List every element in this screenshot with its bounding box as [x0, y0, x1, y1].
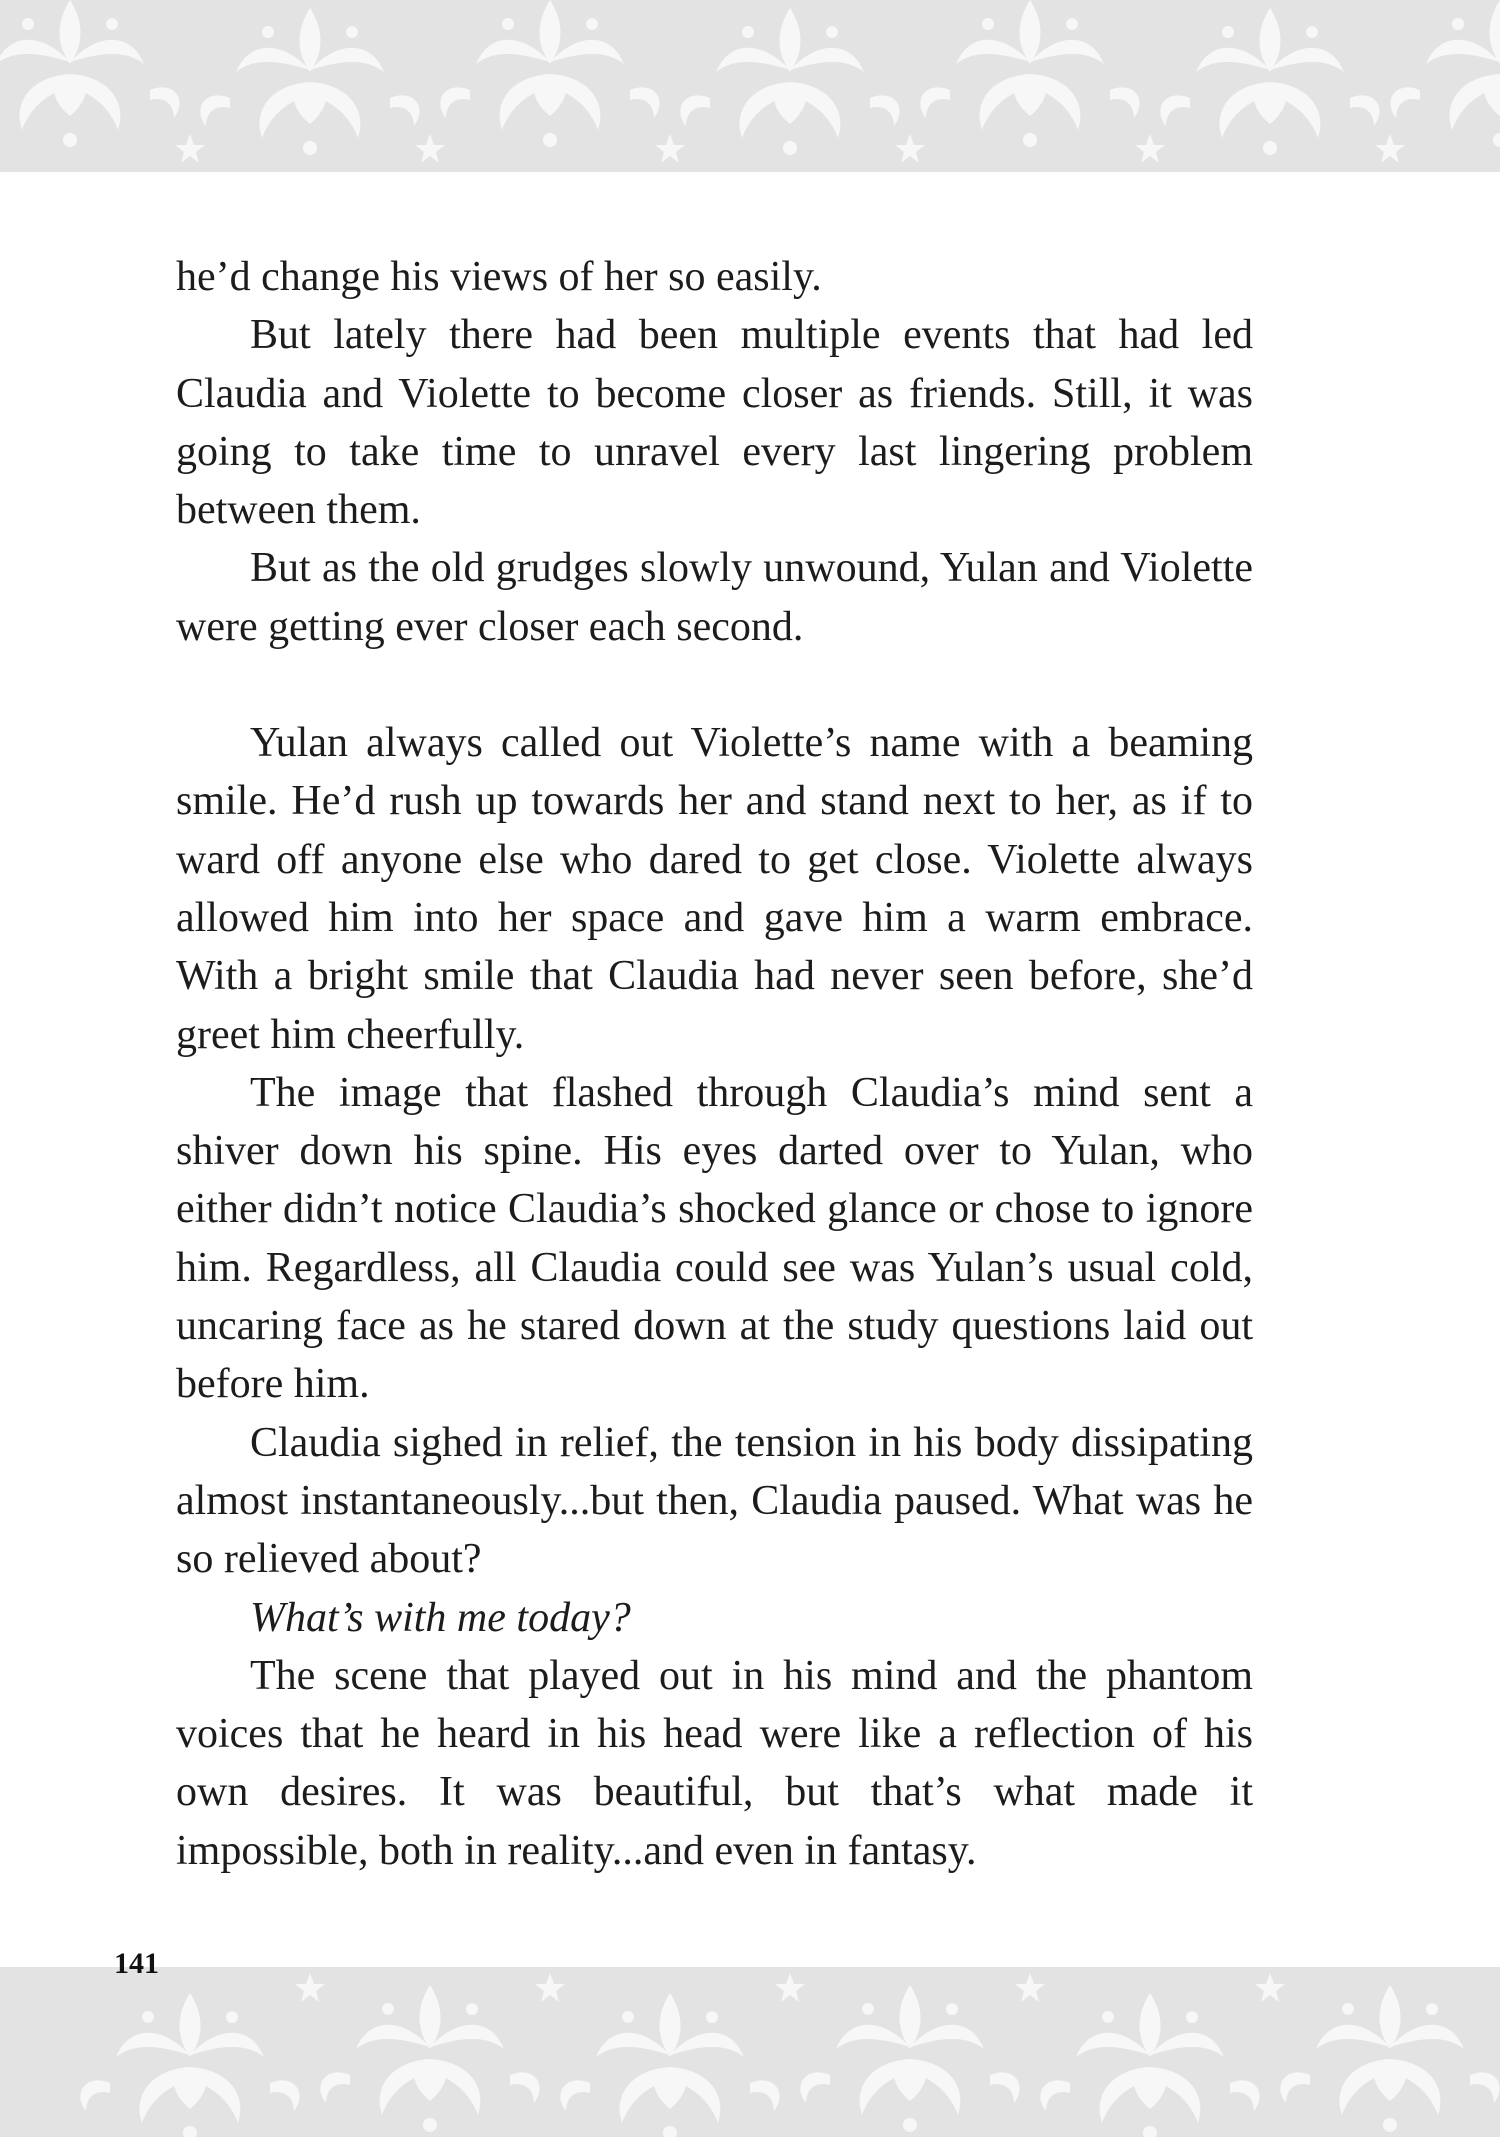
paragraph: The image that flashed through Claudia’s mind sent a shiver down his spine. His eyes darted over to Yulan, who either didn’t notice Claudia’s shocked glance or chose to ignore him. Regardless, all Claudia could see was Yulan’s usual cold, uncaring face as he stared down at the study questions laid out before him.	[176, 1069, 1253, 1408]
page-number: 141	[114, 1947, 159, 1980]
paragraph-italic-thought: What’s with me today?	[250, 1594, 631, 1641]
chapter-text	[176, 248, 1253, 1880]
paragraph: But lately there had been multiple events that had led Claudia and Violette to become closer as friends. Still, it was going to take time to unravel every last lingering problem between them.	[176, 312, 1253, 534]
damask-pattern-bottom	[0, 1967, 1500, 2137]
damask-pattern-top	[0, 0, 1500, 172]
paragraph: The scene that played out in his mind and the phantom voices that he heard in his head were like a reflection of his own desires. It was beautiful, but that’s what made it impossible, both in reality...and even in fantasy.	[176, 1652, 1253, 1874]
paragraph: Yulan always called out Violette’s name with a beaming smile. He’d rush up towards her and stand next to her, as if to ward off anyone else who dared to get close. Violette always allowed him into her space and gave him a warm embrace. With a bright smile that Claudia had never seen before, she’d greet him cheerfully.	[176, 720, 1253, 1058]
top-damask-band	[0, 0, 1500, 172]
paragraph: Claudia sighed in relief, the tension in his body dissipating almost instantaneously...but then, Claudia paused. What was he so relieved about?	[176, 1419, 1253, 1583]
paragraph: But as the old grudges slowly unwound, Yulan and Violette were getting ever closer each second.	[176, 545, 1253, 650]
paragraph-continuation: he’d change his views of her so easily.	[176, 254, 822, 300]
bottom-damask-band	[0, 1967, 1500, 2137]
